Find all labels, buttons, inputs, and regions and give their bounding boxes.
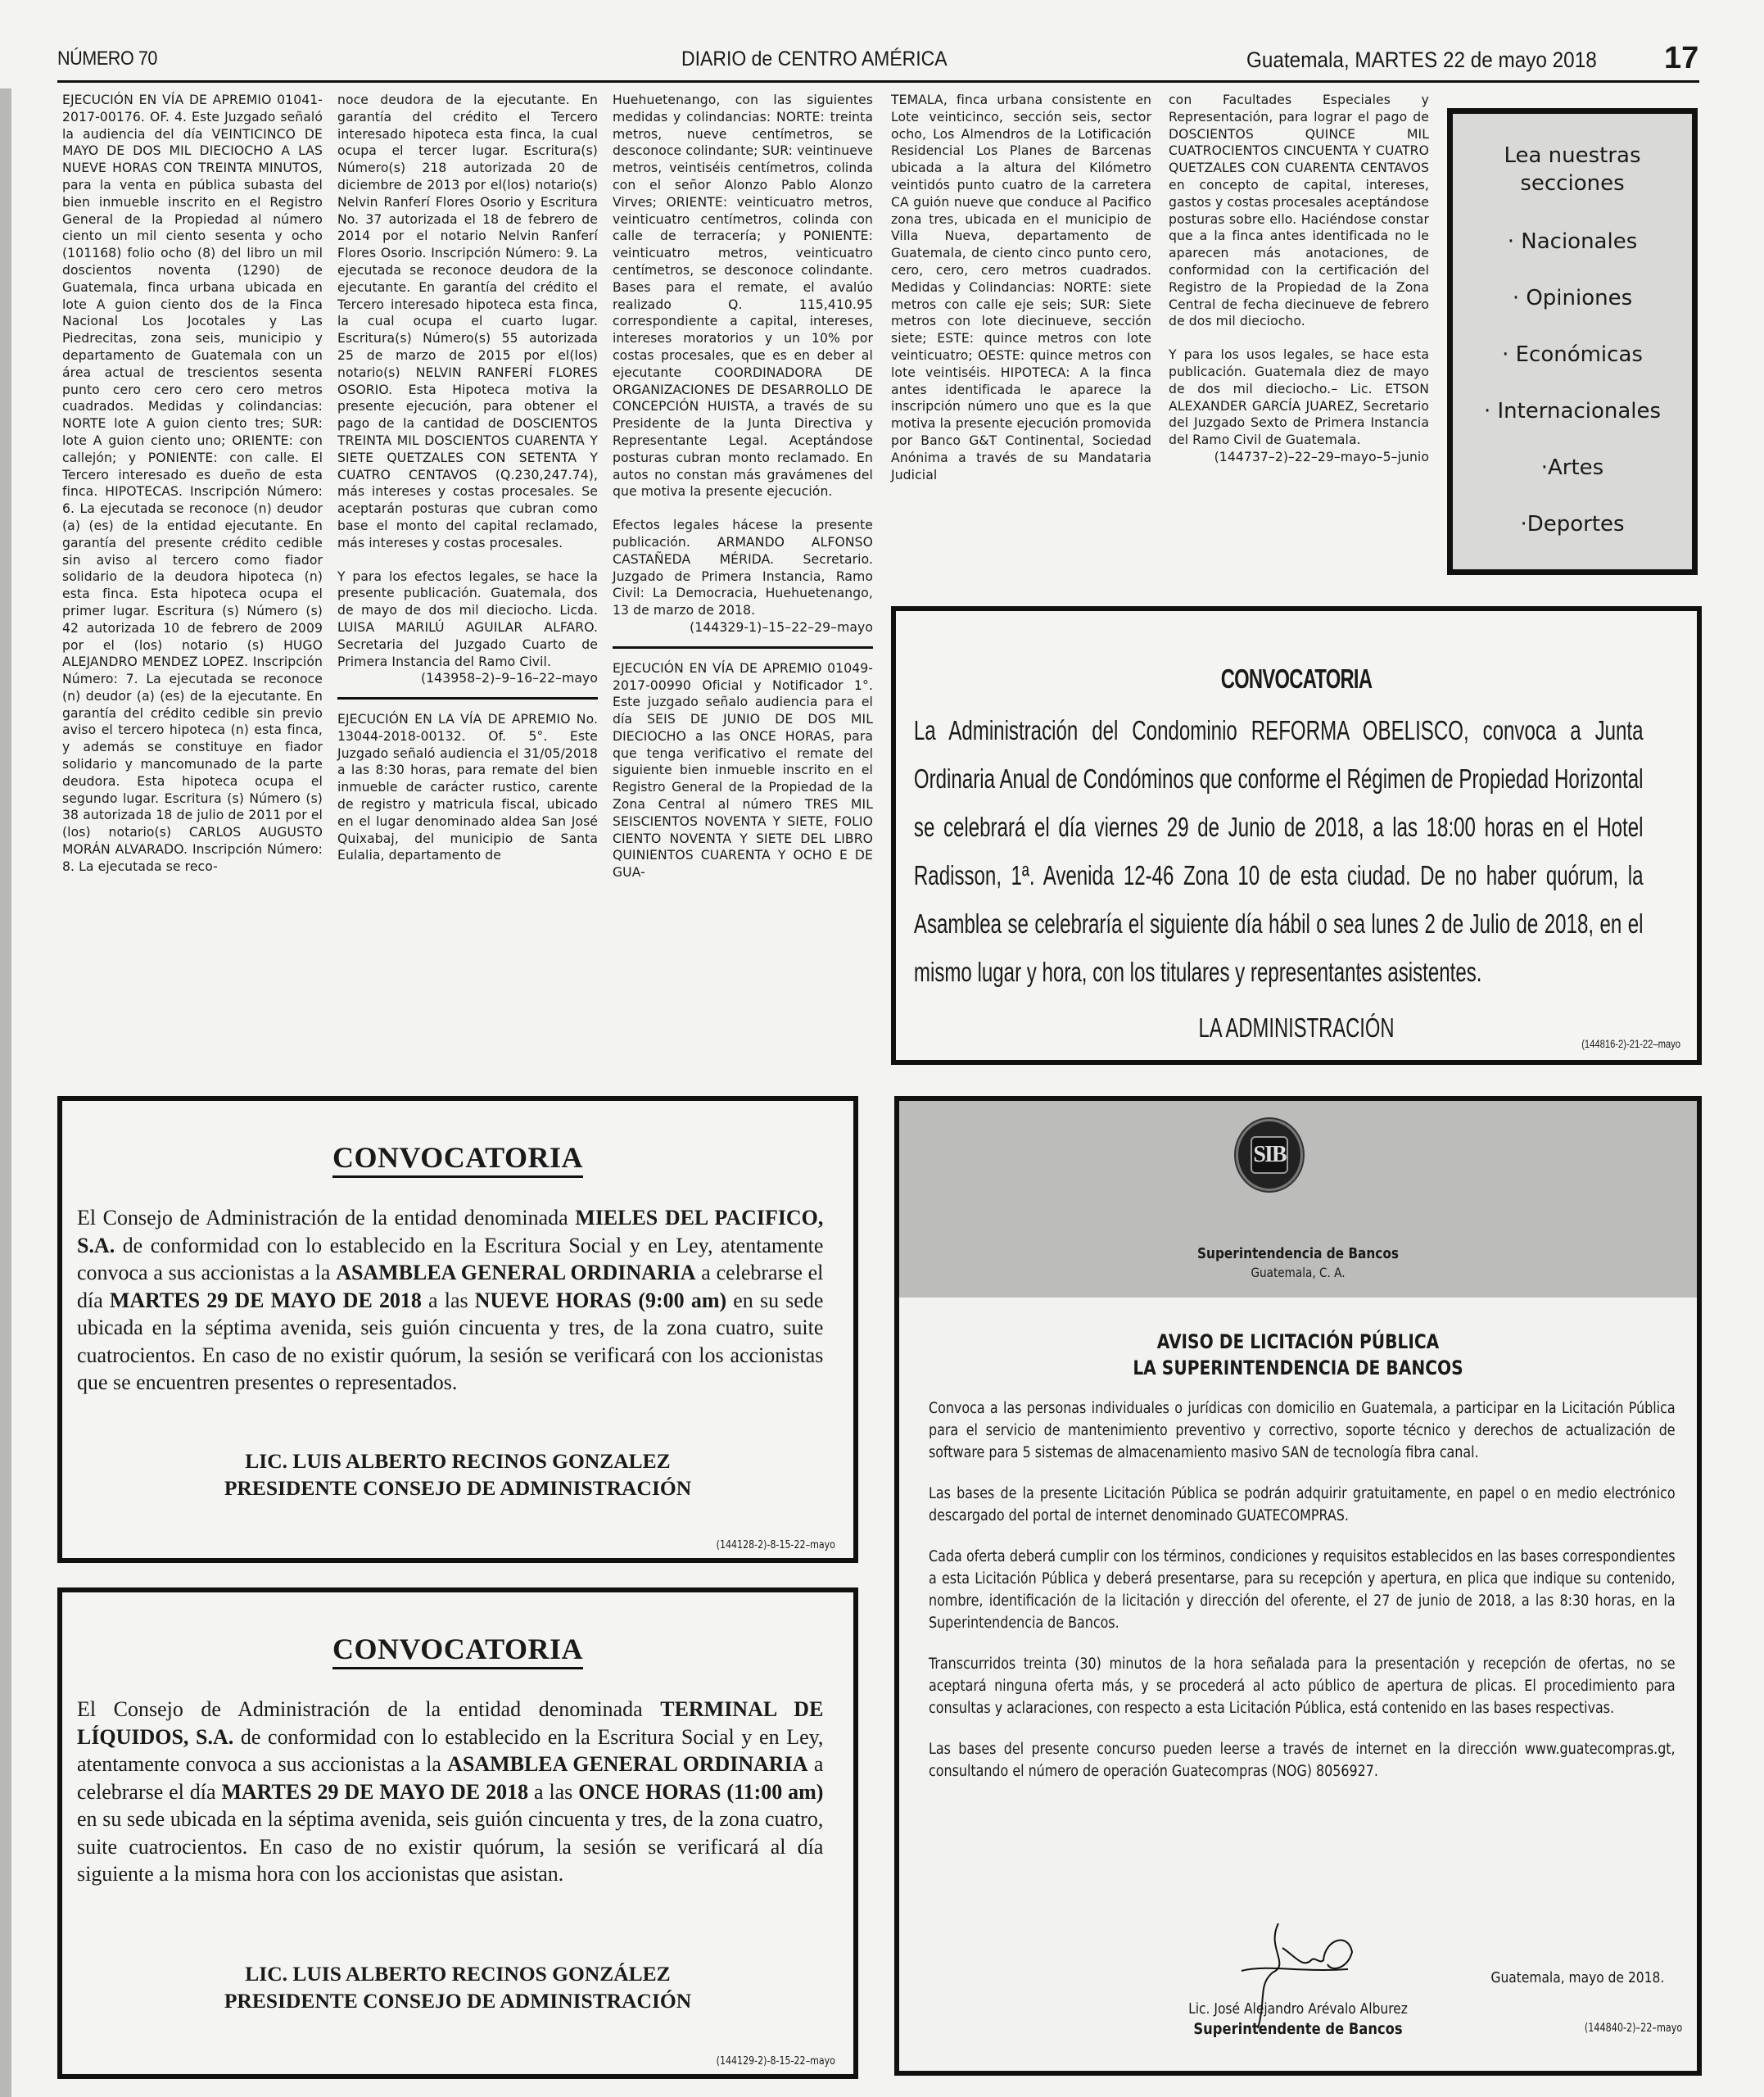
- legal-notice-closing: Y para los usos legales, se hace esta publicación. Guatemala diez de mayo de dos mil dieciocho.– Lic. ETSON ALEXANDER GARCÍA JUAREZ, Secretario del Juzgado Sexto de Primera Instancia del Ramo Civil de Guatemala.: [1169, 347, 1429, 448]
- column-4: [891, 92, 1151, 500]
- header-rule: [57, 80, 1699, 83]
- notice-divider: [337, 697, 598, 700]
- ad-signer: LIC. LUIS ALBERTO RECINOS GONZALEZ: [245, 1448, 671, 1473]
- body-text: en su sede ubicada en la séptima avenida, seis guión cincuenta y tres, de la zona cuatro, suite cuatrocientos. En caso de no existir quórum, la sesión se verificará con los accionistas que se encuentren presentes o representados.: [77, 1287, 824, 1394]
- ad-title-text: CONVOCATORIA: [332, 1633, 583, 1669]
- section-item-deportes: ·Deportes: [1520, 512, 1625, 537]
- ad-signer-title: PRESIDENTE CONSEJO DE ADMINISTRACIÓN: [224, 1988, 692, 2013]
- notice-reference: (143958–2)–9–16–22–mayo: [420, 671, 598, 686]
- body-text: El Consejo de Administración de la entidad denominada: [77, 1205, 576, 1230]
- ad-paragraph: Convoca a las personas individuales o jurídicas con domicilio en Guatemala, a participar en la Licitación Pública para el servicio de mantenimiento preventivo y correctivo, soporte técnico y derechos de actualización de software para 5 sistemas de almacenamiento masivo SAN de tecnología fibra canal.: [929, 1400, 1676, 1461]
- notice-reference: (144737–2)–22–29–mayo–5–junio: [1214, 449, 1429, 464]
- page-edge-strip: [0, 88, 11, 2097]
- ad-title-line-2: LA SUPERINTENDENCIA DE BANCOS: [1133, 1356, 1463, 1379]
- legal-notice-text: noce deudora de la ejecutante. En garantía del crédito el Tercero interesado hipoteca esta finca, la cual ocupa el tercer lugar. Escritura(s) Número(s) 218 autorizada 20 de diciembre de 2013 por el(los) notario(s) Nelvin Ranferí Flores Osorio y Escritura No. 37 autorizada el 18 de febrero de 2014 por el notario Nelvin Ranferí Flores Osorio. Inscripción Número: 9. La ejecutada se reconoce deudora de la ejecutante. En garantía del crédito el Tercero interesado hipoteca esta finca, la cual ocupa el cuarto lugar. Escritura(s) Número(s) 55 autorizada 25 de marzo de 2015 por el(los) notario(s) NELVIN RANFERÍ FLORES OSORIO. Esta Hipoteca motiva la presente ejecución, para obtener el pago de la cantidad de DOSCIENTOS TREINTA MIL DOSCIENTOS CUARENTA Y SIETE QUETZALES CON SETENTA Y CUATRO CENTAVOS (Q.230,247.74), más intereses y costas procesales. Se aceptarán posturas que cubran como base el monto del capital reclamado, más intereses y costas procesales.: [337, 93, 598, 550]
- ad-signature: LA ADMINISTRACIÓN: [1198, 1012, 1395, 1043]
- body-text: de conformidad con lo establecido en la Escritura Social y en Ley, atentamente convoca a sus accionistas a la: [77, 1232, 824, 1284]
- body-text: a celebrarse el día: [77, 1260, 824, 1312]
- ad-date: Guatemala, mayo de 2018.: [1490, 1969, 1664, 1986]
- company-name: TERMINAL DE LÍQUIDOS, S.A.: [77, 1696, 824, 1749]
- assembly-type: ASAMBLEA GENERAL ORDINARIA: [336, 1260, 696, 1284]
- column-5: [1169, 92, 1429, 476]
- ad-convocatoria-mieles: [57, 1096, 858, 1563]
- assembly-date: MARTES 29 DE MAYO DE 2018: [221, 1778, 529, 1804]
- assembly-date: MARTES 29 DE MAYO DE 2018: [109, 1287, 422, 1312]
- issue-date: Guatemala, MARTES 22 de mayo 2018: [1246, 48, 1597, 72]
- ad-title: [62, 1140, 853, 1175]
- notice-divider: [613, 646, 873, 649]
- page-number: 17: [1664, 41, 1699, 75]
- legal-notice-text: EJECUCIÓN EN VÍA DE APREMIO 01041-2017-00176. OF. 4. Este Juzgado señaló la audiencia del día VEINTICINCO DE MAYO DE DOS MIL DIECIOCHO A LAS NUEVE HORAS CON TREINTA MINUTOS, para la venta en pública subasta del bien inmueble inscrito en el Registro General de la Propiedad al número ciento un mil ciento sesenta y ocho (101168) folio ocho (8) del libro un mil doscientos noventa (1290) de Guatemala, finca urbana ubicada en lote A guion ciento dos de la Finca Nacional Los Jocotales y Las Piedrecitas, zona seis, municipio y departamento de Guatemala con un área actual de trescientos sesenta punto cero cero cero cero metros cuadrados. Medidas y colindancias: NORTE lote A guion ciento tres; SUR: lote A guion ciento uno; ORIENTE: con callejón; y PONIENTE: con calle. El Tercero interesado es dueño de esta finca. HIPOTECAS. Inscripción Número: 6. La ejecutada se reconoce (n) deudor (a) (es) de la entidad ejecutante. En garantía del presente crédito cedible sin aviso al tercero como fiador solidario de la deudora hipoteca (n) esta finca. Esta hipoteca ocupa el primer lugar. Escritura (s) Número (s) 42 autorizada 10 de febrero de 2009 por el (los) notario (s) HUGO ALEJANDRO MENDEZ LOPEZ. Inscripción Número: 7. La ejecutada se reconoce (n) deudor (a) (es) de la ejecutante. En garantía del crédito cedible sin previo aviso el tercero hipoteca (n) esta finca, y además se constituye en fiador solidario y mancomunado de la parte deudora. Esta hipoteca ocupa el segundo lugar. Escritura (s) Número (s) 38 autorizada 18 de julio de 2011 por el (los) notario(s) CARLOS AUGUSTO MORÁN ALVARADO. Inscripción Número: 8. La ejecutada se reco-: [62, 93, 323, 874]
- newspaper-name: DIARIO de CENTRO AMÉRICA: [681, 48, 948, 70]
- column-3: [613, 92, 873, 898]
- ad-signer-title: PRESIDENTE CONSEJO DE ADMINISTRACIÓN: [224, 1475, 692, 1500]
- column-2: [337, 92, 598, 881]
- ad-paragraph: Cada oferta deberá cumplir con los términos, condiciones y requisitos establecidos en las bases correspondientes a esta Licitación Pública y deberá presentarse, para su recepción y apertura, en plica que indique su contenido, nombre, identificación de la licitación y dirección del oferente, el 27 de junio de 2018, a las 8:30 horas, en la Superintendencia de Bancos.: [929, 1548, 1676, 1632]
- org-name: Superintendencia de Bancos: [1197, 1245, 1399, 1262]
- body-text: a las: [421, 1287, 475, 1312]
- ad-title: [62, 1632, 853, 1666]
- company-name: MIELES DEL PACIFICO, S.A.: [77, 1205, 824, 1257]
- ad-licitacion-sib: [894, 1096, 1702, 2076]
- assembly-type: ASAMBLEA GENERAL ORDINARIA: [447, 1751, 808, 1776]
- ad-body: [77, 1696, 823, 1888]
- ad-reference: (144128-2)-8-15-22–mayo: [716, 1539, 835, 1551]
- legal-notice-text: EJECUCIÓN EN LA VÍA DE APREMIO No. 13044-2018-00132. Of. 5°. Este Juzgado señaló audiencia el 31/05/2018 a las 8:30 horas, para remate del bien inmueble de carácter rustico, carente de registro y matricula fiscal, ubicado en el lugar denominado aldea San José Quixabaj, del municipio de Santa Eulalia, departamento de: [337, 712, 598, 863]
- assembly-time: ONCE HORAS (11:00 am): [578, 1778, 824, 1804]
- body-text: a celebrarse el día: [77, 1751, 824, 1804]
- assembly-time: NUEVE HORAS (9:00 am): [474, 1287, 727, 1312]
- body-text: en su sede ubicada en la séptima avenida, seis guión cincuenta y tres, de la zona cuatro, suite cuatrocientos. En caso de no existir quórum, la sesión se verificará al día siguiente a la misma hora con los accionistas que asistan.: [77, 1806, 824, 1886]
- org-location: Guatemala, C. A.: [1251, 1265, 1346, 1280]
- masthead: [57, 41, 1699, 85]
- ad-signer: Lic. José Alejandro Arévalo Alburez: [1188, 2000, 1408, 2018]
- sib-logo-text: SIB: [1251, 1136, 1288, 1174]
- legal-notice-closing: Efectos legales hácese la presente publicación. ARMANDO ALFONSO CASTAÑEDA MÉRIDA. Secretario. Juzgado de Primera Instancia, Ramo Civil: La Democracia, Huehuetenango, 13 de marzo de 2018.: [613, 518, 873, 618]
- ad-signer: LIC. LUIS ALBERTO RECINOS GONZÁLEZ: [245, 1961, 671, 1986]
- ad-reference: (144129-2)-8-15-22–mayo: [716, 2055, 835, 2068]
- column-1: [62, 92, 323, 892]
- notice-reference: (144329-1)–15–22–29–mayo: [690, 619, 873, 635]
- ad-paragraph: Transcurridos treinta (30) minutos de la hora señalada para la presentación y recepción de ofertas, no se aceptará ninguna oferta más, y se procederá al acto público de apertura de plicas. El procedimiento para consultas y aclaraciones, con respecto a esta Licitación Pública, está contenido en las bases respectivas.: [929, 1655, 1676, 1717]
- legal-notice-closing: Y para los efectos legales, se hace la presente publicación. Guatemala, dos de mayo de dos mil dieciocho. Licda. LUISA MARILÚ AGUILAR ALFARO. Secretaria del Juzgado Cuarto de Primera Instancia del Ramo Civil.: [337, 568, 598, 669]
- sib-seal-icon: [1236, 1119, 1303, 1191]
- ad-convocatoria-condominio: [891, 606, 1702, 1065]
- legal-notice-text: TEMALA, finca urbana consistente en Lote veinticinco, sección seis, sector ocho, Los Almendros de la Lotificación Residencial Los Planes de Barcenas ubicada a la altura del Kilómetro veintidós punto cuatro de la carretera CA guión nueve que conduce al Pacifico zona tres, ubicada en el municipio de Villa Nueva, departamento de Guatemala, de ciento cinco punto cero, cero, cero, cero metros cuadrados. Medidas y Colindancias: NORTE: siete metros con calle eje seis; SUR: Siete metros con lote diecinueve, sección siete; ESTE: quince metros con lote veinticuatro; OESTE: quince metros con lote veintiséis. HIPOTECA: A la finca antes identificada le aparece la inscripción número uno que es la que motiva la presente ejecución promovida por Banco G&T Continental, Sociedad Anónima a través de su Mandataria Judicial: [891, 93, 1151, 482]
- ad-body: [77, 1204, 823, 1397]
- section-item-artes: ·Artes: [1540, 455, 1604, 480]
- ad-title: CONVOCATORIA: [1220, 664, 1373, 694]
- ad-title: [963, 1329, 1633, 1381]
- legal-notice-text: con Facultades Especiales y Representación, para lograr el pago de DOSCIENTOS QUINCE MIL CUATROCIENTOS CINCUENTA Y CUATRO QUETZALES CON CUARENTA CENTAVOS en concepto de capital, intereses, gastos y costas procesales aceptándose posturas sobre ello. Haciéndose constar que a la finca antes identificada no le aparecen más anotaciones, de conformidad con la certificación del Registro de la Propiedad de la Zona Central de fecha diecinueve de febrero de dos mil dieciocho.: [1169, 93, 1429, 329]
- section-item-nacionales: · Nacionales: [1507, 229, 1638, 254]
- ad-reference: (144816-2)-21-22–mayo: [1581, 1037, 1680, 1050]
- sections-promo-box: [1447, 108, 1698, 575]
- body-text: de conformidad con lo establecido en la Escritura Social y en Ley, atentamente convoca a sus accionistas a la: [77, 1723, 824, 1776]
- issue-number: NÚMERO 70: [57, 48, 157, 70]
- body-text: El Consejo de Administración de la entidad denominada: [77, 1696, 661, 1721]
- section-item-economicas: · Económicas: [1502, 342, 1643, 367]
- sections-title: Lea nuestras secciones: [1504, 143, 1641, 196]
- ad-title-line-1: AVISO DE LICITACIÓN PÚBLICA: [1156, 1330, 1440, 1353]
- ad-body: La Administración del Condominio REFORMA OBELISCO, convoca a Junta Ordinaria Anual de Condóminos que conforme el Régimen de Propiedad Horizontal se celebrará el día viernes 29 de Junio de 2018, a las 18:00 horas en el Hotel Radisson, 1ª. Avenida 12-46 Zona 10 de esta ciudad. De no haber quórum, la Asamblea se celebraría el siguiente día hábil o sea lunes 2 de Julio de 2018, en el mismo lugar y hora, con los titulares y representantes asistentes.: [913, 715, 1644, 987]
- ad-reference: (144840-2)–22–mayo: [1584, 2022, 1682, 2035]
- ad-signer-title: Superintendente de Bancos: [1193, 2020, 1403, 2038]
- section-item-internacionales: · Internacionales: [1483, 399, 1662, 423]
- ad-title-text: CONVOCATORIA: [332, 1141, 583, 1178]
- legal-notice-text: Huehuetenango, con las siguientes medidas y colindancias: NORTE: treinta metros, nueve centímetros, se desconoce colindante; SUR: veintinueve metros, veintiséis centímetros, colinda con el señor Alonzo Pablo Alonzo Virves; ORIENTE: veinticuatro metros, veinticuatro centímetros, colinda con calle de terracería; y PONIENTE: veinticuatro metros, veinticuatro centímetros, se desconoce colindante. Bases para el remate, el avalúo realizado Q. 115,410.95 correspondiente a capital, intereses, intereses moratorios y un 10% por costas procesales, que es en deber al ejecutante COORDINADORA DE ORGANIZACIONES DE DESARROLLO DE CONCEPCIÓN HUISTA, a través de su Presidente de la Junta Directiva y Representante Legal. Aceptándose posturas cubran monto reclamado. En autos no constan más gravámenes del que motiva la presente ejecución.: [613, 93, 873, 500]
- sib-header-band: [899, 1101, 1697, 1298]
- ad-paragraph: Las bases del presente concurso pueden leerse a través de internet en la dirección www.guatecompras.gt, consultando el número de operación Guatecompras (NOG) 8056927.: [929, 1741, 1676, 1780]
- body-text: a las: [528, 1778, 579, 1804]
- legal-notice-text: EJECUCIÓN EN VÍA DE APREMIO 01049-2017-00990 Oficial y Notificador 1°. Este juzgado señalo audiencia para el día SEIS DE JUNIO DE DOS MIL DIECIOCHO a las ONCE HORAS, para que tenga verificativo el remate del siguiente bien inmueble inscrito en el Registro General de la Propiedad de la Zona Central al número TRES MIL SEISCIENTOS NOVENTA Y SIETE, FOLIO CIENTO NOVENTA Y SIETE DEL LIBRO QUINIENTOS CUARENTA Y OCHO E DE GUA-: [613, 660, 873, 881]
- ad-paragraph: Las bases de la presente Licitación Pública se podrán adquirir gratuitamente, en papel o en medio electrónico descargado del portal de internet denominado GUATECOMPRAS.: [929, 1485, 1676, 1524]
- ad-body: [929, 1397, 1676, 1782]
- ad-convocatoria-terminal: [57, 1587, 858, 2079]
- section-item-opiniones: · Opiniones: [1512, 286, 1633, 310]
